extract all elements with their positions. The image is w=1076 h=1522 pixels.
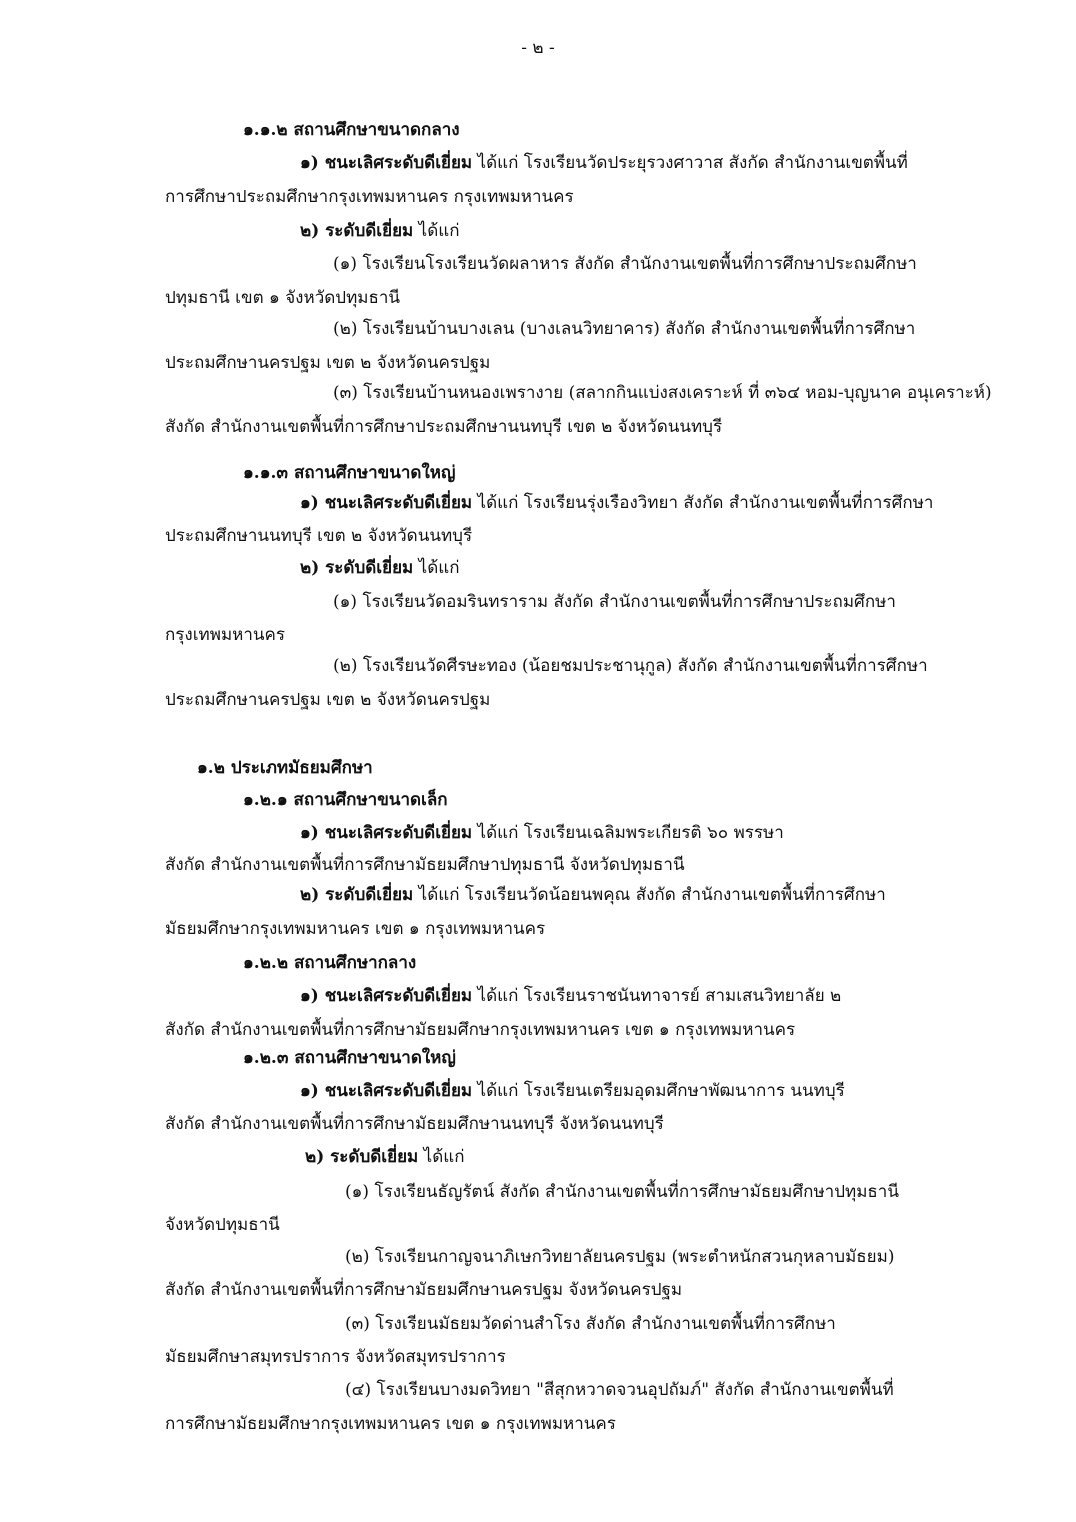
award-label: ๒) ระดับดีเยี่ยม — [300, 221, 414, 241]
list-item: (๒) โรงเรียนกาญจนาภิเษกวิทยาลัยนครปฐม (พระตำหนักสวนกุหลาบมัธยม) — [345, 1247, 895, 1267]
award-line — [300, 985, 841, 1007]
award-line — [305, 1146, 465, 1168]
list-item: (๑) โรงเรียนธัญรัตน์ สังกัด สำนักงานเขตพื้นที่การศึกษามัธยมศึกษาปทุมธานี — [345, 1182, 899, 1202]
award-line — [300, 152, 908, 174]
award-text: ได้แก่ — [413, 558, 460, 578]
award-label: ๒) ระดับดีเยี่ยม — [300, 885, 414, 905]
award-text: ได้แก่ — [413, 221, 460, 241]
continuation-line: มัธยมศึกษากรุงเทพมหานคร เขต ๑ กรุงเทพมหานคร — [165, 919, 546, 939]
award-line — [300, 884, 886, 906]
section-heading-1-1-2: ๑.๑.๒ สถานศึกษาขนาดกลาง — [243, 120, 460, 140]
section-heading-1-2-1: ๑.๒.๑ สถานศึกษาขนาดเล็ก — [243, 790, 448, 810]
award-text: ได้แก่ โรงเรียนเฉลิมพระเกียรติ ๖๐ พรรษา — [472, 823, 784, 843]
award-line — [300, 492, 933, 514]
continuation-line: ปทุมธานี เขต ๑ จังหวัดปทุมธานี — [165, 288, 401, 308]
award-text: ได้แก่ โรงเรียนวัดประยุรวงศาวาส สังกัด สำนักงานเขตพื้นที่ — [472, 153, 908, 173]
award-text: ได้แก่ โรงเรียนวัดน้อยนพคุณ สังกัด สำนักงานเขตพื้นที่การศึกษา — [413, 885, 886, 905]
continuation-line: กรุงเทพมหานคร — [165, 625, 286, 645]
page-number: - ๒ - — [521, 38, 555, 58]
list-item: (๔) โรงเรียนบางมดวิทยา "สีสุกหวาดจวนอุปถัมภ์" สังกัด สำนักงานเขตพื้นที่ — [345, 1380, 894, 1400]
award-text: ได้แก่ โรงเรียนราชนันทาจารย์ สามเสนวิทยาลัย ๒ — [472, 986, 842, 1006]
award-line — [300, 557, 460, 579]
section-heading-1-1-3: ๑.๑.๓ สถานศึกษาขนาดใหญ่ — [243, 463, 456, 483]
award-line — [300, 1080, 845, 1102]
continuation-line: ประถมศึกษานนทบุรี เขต ๒ จังหวัดนนทบุรี — [165, 526, 473, 546]
award-text: ได้แก่ — [418, 1147, 465, 1167]
continuation-line: มัธยมศึกษาสมุทรปราการ จังหวัดสมุทรปราการ — [165, 1347, 506, 1367]
continuation-line: สังกัด สำนักงานเขตพื้นที่การศึกษามัธยมศึกษานนทบุรี จังหวัดนนทบุรี — [165, 1114, 664, 1134]
award-label: ๑) ชนะเลิศระดับดีเยี่ยม — [300, 153, 473, 173]
award-label: ๑) ชนะเลิศระดับดีเยี่ยม — [300, 823, 473, 843]
continuation-line: การศึกษาประถมศึกษากรุงเทพมหานคร กรุงเทพมหานคร — [165, 187, 574, 207]
award-label: ๑) ชนะเลิศระดับดีเยี่ยม — [300, 493, 473, 513]
award-line — [300, 220, 460, 242]
list-item: (๑) โรงเรียนโรงเรียนวัดผลาหาร สังกัด สำนักงานเขตพื้นที่การศึกษาประถมศึกษา — [333, 254, 917, 274]
award-text: ได้แก่ โรงเรียนรุ่งเรืองวิทยา สังกัด สำนักงานเขตพื้นที่การศึกษา — [472, 493, 934, 513]
award-label: ๒) ระดับดีเยี่ยม — [305, 1147, 419, 1167]
award-label: ๑) ชนะเลิศระดับดีเยี่ยม — [300, 986, 473, 1006]
list-item: (๒) โรงเรียนบ้านบางเลน (บางเลนวิทยาคาร) สังกัด สำนักงานเขตพื้นที่การศึกษา — [333, 319, 916, 339]
list-item: (๓) โรงเรียนมัธยมวัดด่านสำโรง สังกัด สำนักงานเขตพื้นที่การศึกษา — [345, 1314, 836, 1334]
continuation-line: ประถมศึกษานครปฐม เขต ๒ จังหวัดนครปฐม — [165, 353, 491, 373]
list-item: (๓) โรงเรียนบ้านหนองเพรางาย (สลากกินแบ่งสงเคราะห์ ที่ ๓๖๔ หอม-บุญนาค อนุเคราะห์) — [333, 383, 992, 403]
continuation-line: สังกัด สำนักงานเขตพื้นที่การศึกษาประถมศึกษานนทบุรี เขต ๒ จังหวัดนนทบุรี — [165, 417, 723, 437]
award-label: ๑) ชนะเลิศระดับดีเยี่ยม — [300, 1081, 473, 1101]
continuation-line: การศึกษามัธยมศึกษากรุงเทพมหานคร เขต ๑ กรุงเทพมหานคร — [165, 1414, 616, 1434]
continuation-line: สังกัด สำนักงานเขตพื้นที่การศึกษามัธยมศึกษาปทุมธานี จังหวัดปทุมธานี — [165, 855, 685, 875]
award-label: ๒) ระดับดีเยี่ยม — [300, 558, 414, 578]
continuation-line: จังหวัดปทุมธานี — [165, 1215, 280, 1235]
continuation-line: ประถมศึกษานครปฐม เขต ๒ จังหวัดนครปฐม — [165, 690, 491, 710]
award-line — [300, 822, 784, 844]
list-item: (๒) โรงเรียนวัดศีรษะทอง (น้อยชมประชานุกูล) สังกัด สำนักงานเขตพื้นที่การศึกษา — [333, 656, 928, 676]
award-text: ได้แก่ โรงเรียนเตรียมอุดมศึกษาพัฒนาการ นนทบุรี — [472, 1081, 845, 1101]
section-heading-1-2-3: ๑.๒.๓ สถานศึกษาขนาดใหญ่ — [243, 1048, 456, 1068]
section-heading-1-2: ๑.๒ ประเภทมัธยมศึกษา — [197, 758, 373, 778]
list-item: (๑) โรงเรียนวัดอมรินทราราม สังกัด สำนักงานเขตพื้นที่การศึกษาประถมศึกษา — [333, 592, 896, 612]
continuation-line: สังกัด สำนักงานเขตพื้นที่การศึกษามัธยมศึกษากรุงเทพมหานคร เขต ๑ กรุงเทพมหานคร — [165, 1020, 796, 1040]
section-heading-1-2-2: ๑.๒.๒ สถานศึกษากลาง — [243, 953, 417, 973]
continuation-line: สังกัด สำนักงานเขตพื้นที่การศึกษามัธยมศึกษานครปฐม จังหวัดนครปฐม — [165, 1280, 683, 1300]
